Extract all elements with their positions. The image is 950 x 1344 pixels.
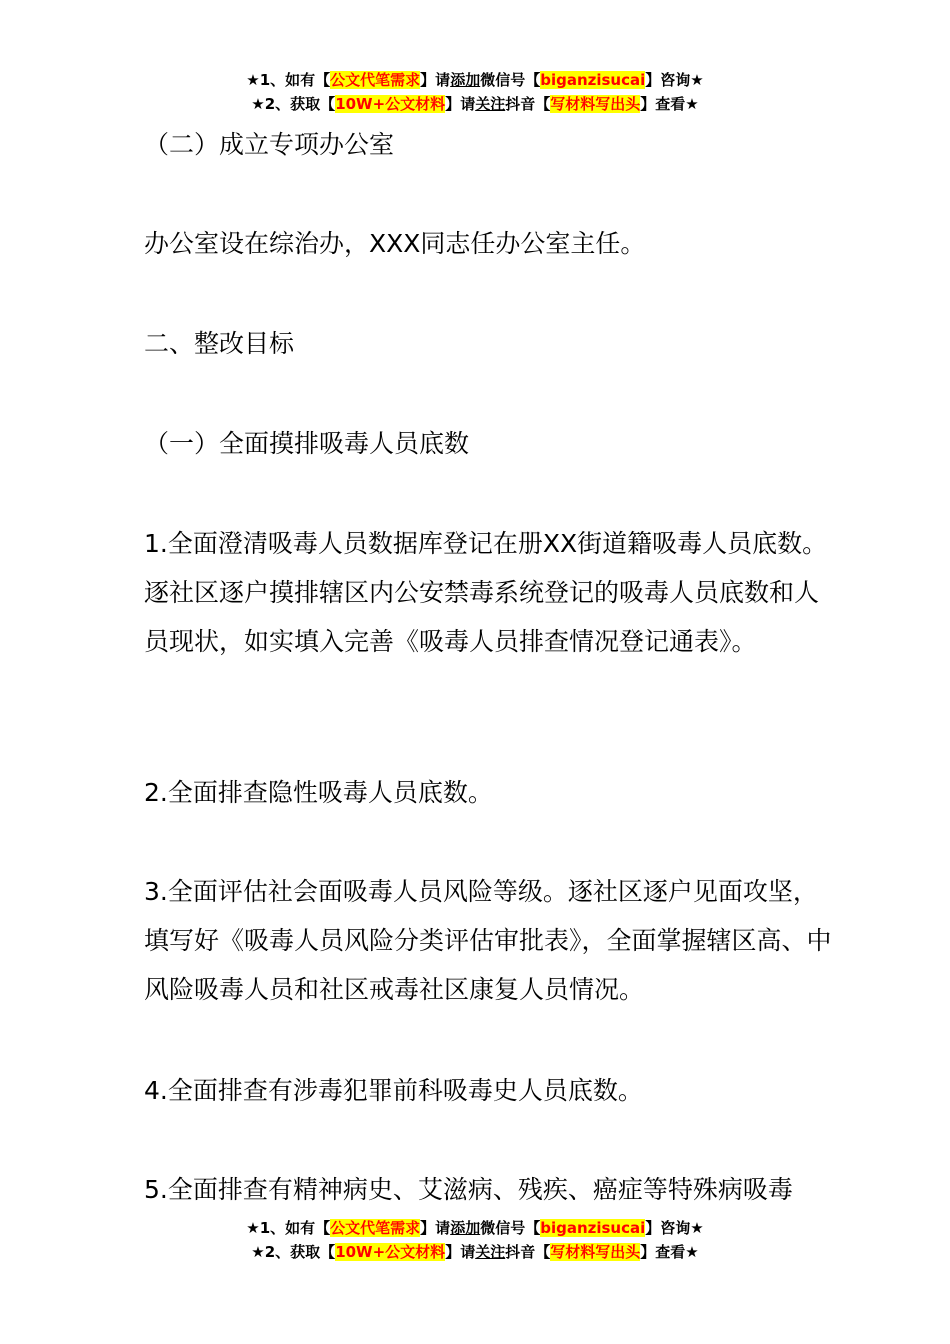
highlight-text: 公文代笔需求 — [330, 1219, 421, 1237]
banner-text: 微信号【 — [480, 1219, 541, 1237]
paragraph: 3.全面评估社会面吸毒人员风险等级。逐社区逐户见面攻坚，填写好《吸毒人员风险分类评估审批表》，全面掌握辖区高、中风险吸毒人员和社区戒毒社区康复人员情况。 — [144, 877, 832, 1004]
section-heading: 二、整改目标 — [144, 329, 295, 358]
banner-text: ★2、获取【 — [251, 1243, 336, 1261]
highlight-text: 10W+公文材料 — [335, 1243, 446, 1261]
highlight-text: biganzisucai — [540, 71, 646, 89]
banner-text: 抖音【 — [505, 95, 551, 113]
highlight-text: 写材料写出头 — [550, 95, 641, 113]
banner-text: 微信号【 — [480, 71, 541, 89]
paragraph: 5.全面排查有精神病史、艾滋病、残疾、癌症等特殊病吸毒 — [144, 1175, 793, 1204]
underlined-text: 关注 — [475, 95, 506, 113]
banner-text: 】咨询★ — [645, 1219, 704, 1237]
banner-text: 】查看★ — [640, 95, 699, 113]
banner-text: 】咨询★ — [645, 71, 704, 89]
banner-text: 抖音【 — [505, 1243, 551, 1261]
banner-text: 】请 — [445, 95, 476, 113]
underlined-text: 添加 — [450, 71, 481, 89]
banner-text: ★1、如有【 — [246, 71, 331, 89]
section-heading: （二）成立专项办公室 — [144, 130, 395, 159]
banner-text: ★1、如有【 — [246, 1219, 331, 1237]
highlight-text: 写材料写出头 — [550, 1243, 641, 1261]
banner-line-1 — [0, 1216, 950, 1240]
paragraph: 2.全面排查隐性吸毒人员底数。 — [144, 778, 493, 807]
section-heading: （一）全面摸排吸毒人员底数 — [144, 429, 470, 458]
banner-text: 】请 — [420, 71, 451, 89]
underlined-text: 关注 — [475, 1243, 506, 1261]
footer-banner — [0, 1216, 950, 1264]
underlined-text: 添加 — [450, 1219, 481, 1237]
highlight-text: 10W+公文材料 — [335, 95, 446, 113]
header-banner — [0, 68, 950, 116]
banner-line-2 — [0, 92, 950, 116]
paragraph: 1.全面澄清吸毒人员数据库登记在册XX街道籍吸毒人员底数。逐社区逐户摸排辖区内公安禁毒系统登记的吸毒人员底数和人员现状，如实填入完善《吸毒人员排查情况登记通表》。 — [144, 529, 828, 656]
paragraph: 办公室设在综治办，XXX同志任办公室主任。 — [144, 229, 646, 258]
banner-text: 】请 — [420, 1219, 451, 1237]
paragraph: 4.全面排查有涉毒犯罪前科吸毒史人员底数。 — [144, 1076, 643, 1105]
highlight-text: biganzisucai — [540, 1219, 646, 1237]
banner-line-1 — [0, 68, 950, 92]
banner-line-2 — [0, 1240, 950, 1264]
banner-text: 】请 — [445, 1243, 476, 1261]
highlight-text: 公文代笔需求 — [330, 71, 421, 89]
banner-text: ★2、获取【 — [251, 95, 336, 113]
banner-text: 】查看★ — [640, 1243, 699, 1261]
